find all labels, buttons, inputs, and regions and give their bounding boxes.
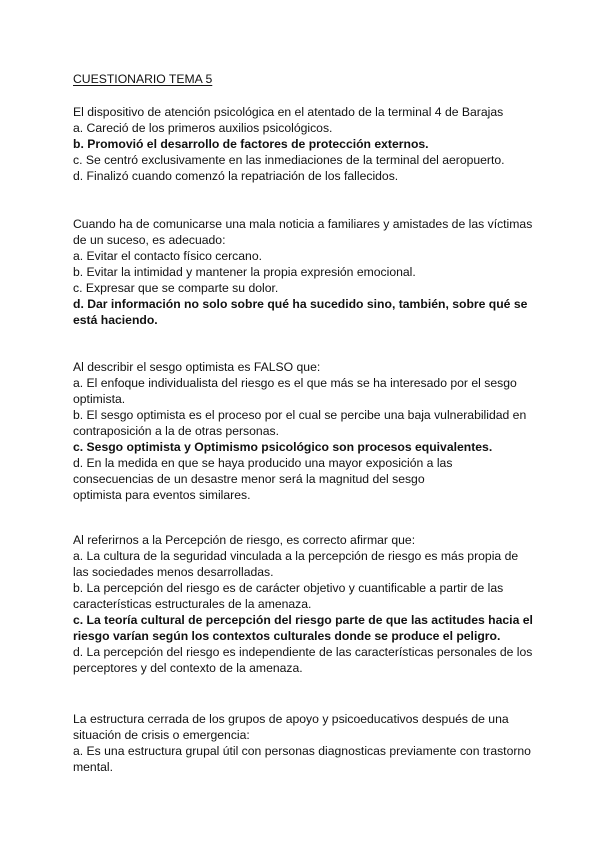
option-d: d. Finalizó cuando comenzó la repatriación de los fallecidos. (73, 169, 399, 183)
option-c-correct: c. La teoría cultural de percepción del riesgo parte de que las actitudes hacia el riesgo varían según los contextos culturales donde se produce el peligro. (73, 613, 533, 643)
page-title: CUESTIONARIO TEMA 5 (73, 72, 213, 86)
option-b: b. La percepción del riesgo es de carácter objetivo y cuantificable a partir de las características estructurales de la amenaza. (73, 581, 504, 611)
option-d: d. La percepción del riesgo es independiente de las características personales de los perceptores y del contexto de la amenaza. (73, 645, 533, 675)
question-2 (73, 216, 538, 328)
question-1 (73, 104, 543, 184)
question-stem: La estructura cerrada de los grupos de apoyo y psicoeducativos después de una situación de crisis o emergencia: (73, 712, 509, 742)
option-a: a. El enfoque individualista del riesgo es el que más se ha interesado por el sesgo optimista. (73, 376, 517, 406)
option-a: a. Es una estructura grupal útil con personas diagnosticas previamente con trastorno mental. (73, 744, 531, 774)
option-b: b. El sesgo optimista es el proceso por el cual se percibe una baja vulnerabilidad en contraposición a la de otras personas. (73, 408, 527, 438)
option-d: d. En la medida en que se haya producido una mayor exposición a las consecuencias de un desastre menor será la magnitud del sesgo optimista para eventos similares. (73, 456, 453, 502)
option-c-correct: c. Sesgo optimista y Optimismo psicológico son procesos equivalentes. (73, 440, 493, 454)
option-a: a. Careció de los primeros auxilios psicológicos. (73, 121, 333, 135)
option-a: a. Evitar el contacto físico cercano. (73, 249, 262, 263)
question-stem: Cuando ha de comunicarse una mala noticia a familiares y amistades de las víctimas de un suceso, es adecuado: (73, 217, 533, 247)
option-c: c. Expresar que se comparte su dolor. (73, 281, 279, 295)
question-4 (73, 532, 533, 676)
question-stem: El dispositivo de atención psicológica en el atentado de la terminal 4 de Barajas (73, 105, 504, 119)
option-b: b. Evitar la intimidad y mantener la propia expresión emocional. (73, 265, 416, 279)
option-b-correct: b. Promovió el desarrollo de factores de protección externos. (73, 137, 429, 151)
question-5 (73, 711, 538, 775)
option-d-correct: d. Dar información no solo sobre qué ha sucedido sino, también, sobre qué se está haciendo. (73, 297, 528, 327)
question-3 (73, 359, 535, 503)
question-stem: Al referirnos a la Percepción de riesgo, es correcto afirmar que: (73, 533, 416, 547)
option-c: c. Se centró exclusivamente en las inmediaciones de la terminal del aeropuerto. (73, 153, 505, 167)
option-a: a. La cultura de la seguridad vinculada a la percepción de riesgo es más propia de las sociedades menos desarrolladas. (73, 549, 519, 579)
question-stem: Al describir el sesgo optimista es FALSO que: (73, 360, 321, 374)
